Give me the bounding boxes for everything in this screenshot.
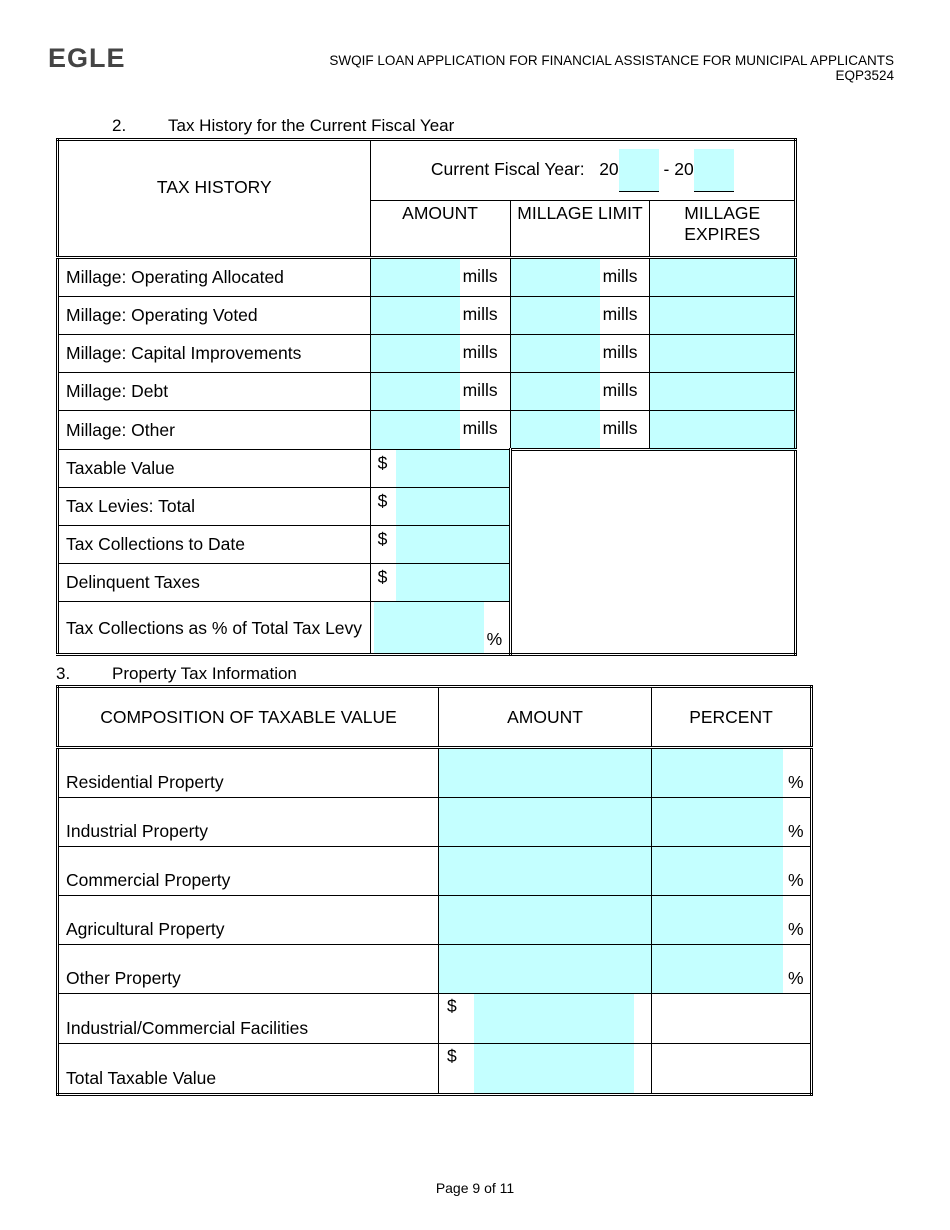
dollar-sign: $ [377, 567, 388, 587]
mills-unit: mills [462, 266, 498, 286]
empty-area [510, 450, 795, 488]
mills-unit: mills [602, 418, 638, 438]
egle-logo [48, 44, 128, 72]
col-amount: AMOUNT [439, 687, 652, 748]
row-label: Industrial/Commercial Facilities [58, 994, 439, 1044]
dollar-sign: $ [447, 1046, 457, 1066]
percent-sign: % [788, 870, 804, 890]
empty-cell [652, 1044, 812, 1095]
section-2-heading [112, 116, 454, 136]
facilities-amount-input[interactable] [474, 994, 634, 1043]
section-title: Property Tax Information [112, 664, 297, 683]
row-label: Other Property [58, 945, 439, 994]
fiscal-year-20-b: - 20 [663, 159, 694, 180]
mills-unit: mills [602, 266, 638, 286]
percent-sign: % [486, 629, 503, 649]
row-label: Millage: Operating Allocated [58, 258, 371, 297]
amount-input[interactable] [439, 945, 652, 994]
mills-unit: mills [462, 304, 498, 324]
amount-input[interactable] [439, 748, 652, 798]
row-label: Tax Collections as % of Total Tax Levy [58, 602, 371, 655]
dollar-sign: $ [377, 529, 388, 549]
amount-input[interactable] [371, 259, 460, 296]
dollar-sign: $ [377, 491, 388, 511]
percent-input[interactable] [652, 896, 783, 944]
mills-unit: mills [602, 304, 638, 324]
row-label: Agricultural Property [58, 896, 439, 945]
millage-expires-input[interactable] [650, 258, 796, 297]
section-number: 2. [112, 116, 127, 135]
millage-limit-input[interactable] [511, 297, 600, 334]
row-label: Industrial Property [58, 798, 439, 847]
empty-cell [652, 994, 812, 1044]
property-tax-table [56, 685, 813, 1096]
collections-percent-input[interactable] [374, 602, 484, 653]
row-label: Millage: Other [58, 411, 371, 450]
fiscal-year-20-a: 20 [599, 159, 619, 180]
fiscal-year-cell [370, 140, 795, 201]
mills-unit: mills [462, 418, 498, 438]
percent-input[interactable] [652, 798, 783, 846]
form-number: EQP3524 [835, 68, 894, 83]
empty-area [510, 526, 795, 564]
amount-input[interactable] [371, 297, 460, 334]
tax-history-header: TAX HISTORY [58, 140, 371, 258]
fiscal-year-start-input[interactable] [619, 149, 659, 192]
row-label: Taxable Value [58, 450, 371, 488]
empty-area [510, 488, 795, 526]
millage-expires-input[interactable] [650, 297, 796, 335]
page-number: Page 9 of 11 [435, 1180, 515, 1196]
row-label: Millage: Debt [58, 373, 371, 411]
document-header [329, 53, 894, 83]
amount-input[interactable] [371, 335, 460, 372]
amount-input[interactable] [439, 847, 652, 896]
col-millage-limit: MILLAGE LIMIT [510, 201, 650, 258]
mills-unit: mills [602, 380, 638, 400]
taxable-value-input[interactable] [396, 450, 509, 487]
fiscal-year-label: Current Fiscal Year: [430, 159, 585, 180]
millage-limit-input[interactable] [511, 373, 600, 410]
col-percent: PERCENT [652, 687, 812, 748]
section-title: Tax History for the Current Fiscal Year [168, 116, 455, 135]
percent-input[interactable] [652, 749, 783, 797]
percent-input[interactable] [652, 847, 783, 895]
millage-limit-input[interactable] [511, 335, 600, 372]
mills-unit: mills [462, 342, 498, 362]
millage-expires-input[interactable] [650, 411, 796, 450]
empty-area [510, 564, 795, 602]
row-label: Millage: Capital Improvements [58, 335, 371, 373]
svg-text:EGLE: EGLE [48, 44, 126, 72]
row-label: Commercial Property [58, 847, 439, 896]
section-3-heading [56, 664, 297, 684]
millage-limit-input[interactable] [511, 411, 600, 448]
row-label: Tax Levies: Total [58, 488, 371, 526]
section-number: 3. [56, 664, 71, 683]
mills-unit: mills [602, 342, 638, 362]
row-label: Delinquent Taxes [58, 564, 371, 602]
millage-expires-input[interactable] [650, 335, 796, 373]
amount-input[interactable] [439, 798, 652, 847]
fiscal-year-end-input[interactable] [694, 149, 734, 192]
mills-unit: mills [462, 380, 498, 400]
tax-collections-input[interactable] [396, 526, 509, 563]
dollar-sign: $ [377, 453, 388, 473]
percent-input[interactable] [652, 945, 783, 993]
percent-sign: % [788, 772, 804, 792]
col-composition: COMPOSITION OF TAXABLE VALUE [58, 687, 439, 748]
tax-history-table [56, 138, 797, 656]
total-taxable-value-input[interactable] [474, 1044, 634, 1093]
empty-area [510, 602, 795, 655]
row-label: Millage: Operating Voted [58, 297, 371, 335]
row-label: Tax Collections to Date [58, 526, 371, 564]
dollar-sign: $ [447, 996, 457, 1016]
amount-input[interactable] [439, 896, 652, 945]
percent-sign: % [788, 821, 804, 841]
tax-levies-input[interactable] [396, 488, 509, 525]
form-title: SWQIF LOAN APPLICATION FOR FINANCIAL ASSISTANCE FOR MUNICIPAL APPLICANTS [329, 53, 894, 68]
amount-input[interactable] [371, 411, 460, 449]
row-label: Total Taxable Value [58, 1044, 439, 1095]
delinquent-taxes-input[interactable] [396, 564, 509, 601]
millage-expires-input[interactable] [650, 373, 796, 411]
percent-sign: % [788, 968, 804, 988]
col-millage-expires: MILLAGE EXPIRES [650, 201, 796, 258]
row-label: Residential Property [58, 748, 439, 798]
percent-sign: % [788, 919, 804, 939]
millage-limit-input[interactable] [511, 259, 600, 296]
col-amount: AMOUNT [370, 201, 510, 258]
amount-input[interactable] [371, 373, 460, 410]
